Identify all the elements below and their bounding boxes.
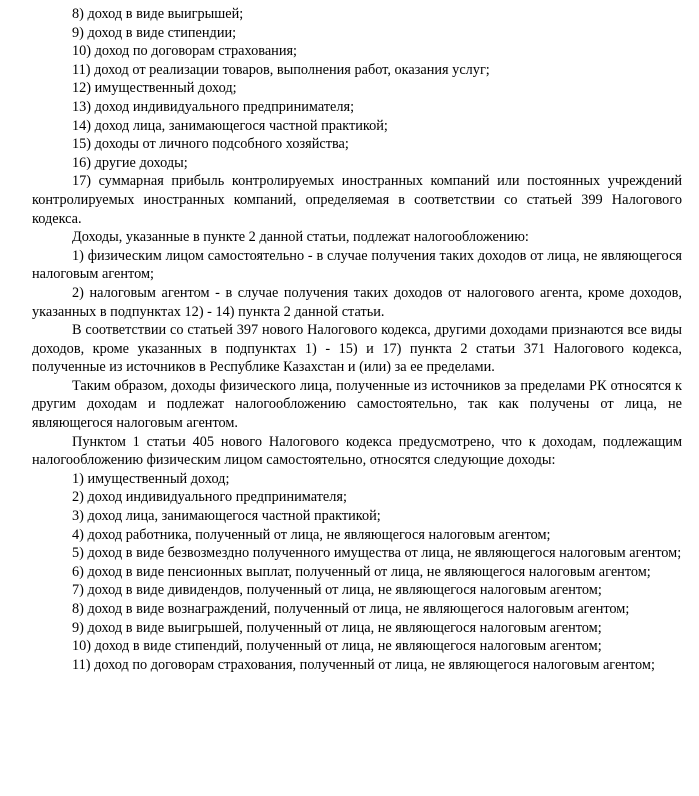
paragraph-income-sales: 11) доход от реализации товаров, выполнения работ, оказания услуг; bbox=[72, 61, 490, 78]
paragraph-list-item-6: 6) доход в виде пенсионных выплат, полученный от лица, не являющегося налоговым агентом; bbox=[72, 563, 651, 580]
paragraph-list-item-3: 3) доход лица, занимающегося частной практикой; bbox=[72, 508, 381, 525]
paragraph-income-winnings: 8) доход в виде выигрышей; bbox=[72, 6, 244, 22]
paragraph-self-taxation: 1) физическим лицом самостоятельно - в случае получения таких доходов от лица, не являющегося налоговым агентом; bbox=[32, 247, 682, 283]
paragraph-list-item-11: 11) доход по договорам страхования, полученный от лица, не являющегося налоговым агентом; bbox=[72, 656, 655, 673]
paragraph-list-item-2: 2) доход индивидуального предпринимателя; bbox=[72, 489, 347, 506]
paragraph-list-item-9: 9) доход в виде выигрышей, полученный от лица, не являющегося налоговым агентом; bbox=[72, 619, 602, 636]
paragraph-entrepreneur-income: 13) доход индивидуального предпринимателя; bbox=[72, 98, 355, 115]
paragraph-property-income: 12) имущественный доход; bbox=[72, 80, 237, 97]
paragraph-other-income: 16) другие доходы; bbox=[72, 154, 188, 171]
paragraph-list-item-8: 8) доход в виде вознаграждений, полученный от лица, не являющегося налоговым агентом; bbox=[72, 601, 630, 617]
paragraph-agent-taxation: 2) налоговым агентом - в случае получения таких доходов от налогового агента, кроме доходов, указанных в подпунктах 12) - 14) пункта 2 данной статьи. bbox=[32, 284, 682, 320]
paragraph-list-item-7: 7) доход в виде дивидендов, полученный от лица, не являющегося налоговым агентом; bbox=[72, 582, 602, 599]
paragraph-cfc-profit: 17) суммарная прибыль контролируемых иностранных компаний или постоянных учреждений контролируемых иностранных компаний, определяемая в соответствии со статьей 399 Налогового кодекса. bbox=[32, 173, 682, 227]
paragraph-conclusion: Таким образом, доходы физического лица, полученные из источников за пределами РК относятся к другим доходам и подлежат налогообложению самостоятельно, так как получены от лица, не являющегося налоговым агентом. bbox=[32, 377, 682, 432]
paragraph-list-item-5: 5) доход в виде безвозмездно полученного имущества от лица, не являющегося налоговым агентом; bbox=[72, 545, 682, 562]
paragraph-taxation-intro: Доходы, указанные в пункте 2 данной статьи, подлежат налогообложению: bbox=[72, 229, 529, 246]
paragraph-list-item-10: 10) доход в виде стипендий, полученный от лица, не являющегося налоговым агентом; bbox=[72, 638, 602, 655]
paragraph-private-practice-income: 14) доход лица, занимающегося частной практикой; bbox=[72, 117, 388, 134]
paragraph-article-405: Пунктом 1 статьи 405 нового Налогового кодекса предусмотрено, что к доходам, подлежащим налогообложению физическим лицом самостоятельно, относятся следующие доходы: bbox=[32, 433, 682, 469]
paragraph-article-397: В соответствии со статьей 397 нового Налогового кодекса, другими доходами признаются все виды доходов, кроме указанных в подпунктах 1) - 15) и 17) пункта 2 статьи 371 Налогового кодекса, полученные из источников в Республике Казахстан и (или) за ее пределами. bbox=[32, 322, 682, 376]
paragraph-list-item-4: 4) доход работника, полученный от лица, не являющегося налоговым агентом; bbox=[72, 526, 551, 543]
paragraph-income-stipend: 9) доход в виде стипендии; bbox=[72, 24, 237, 41]
paragraph-income-insurance: 10) доход по договорам страхования; bbox=[72, 43, 298, 60]
paragraph-list-item-1: 1) имущественный доход; bbox=[72, 470, 230, 487]
paragraph-subsidiary-farm-income: 15) доходы от личного подсобного хозяйства; bbox=[72, 136, 349, 153]
